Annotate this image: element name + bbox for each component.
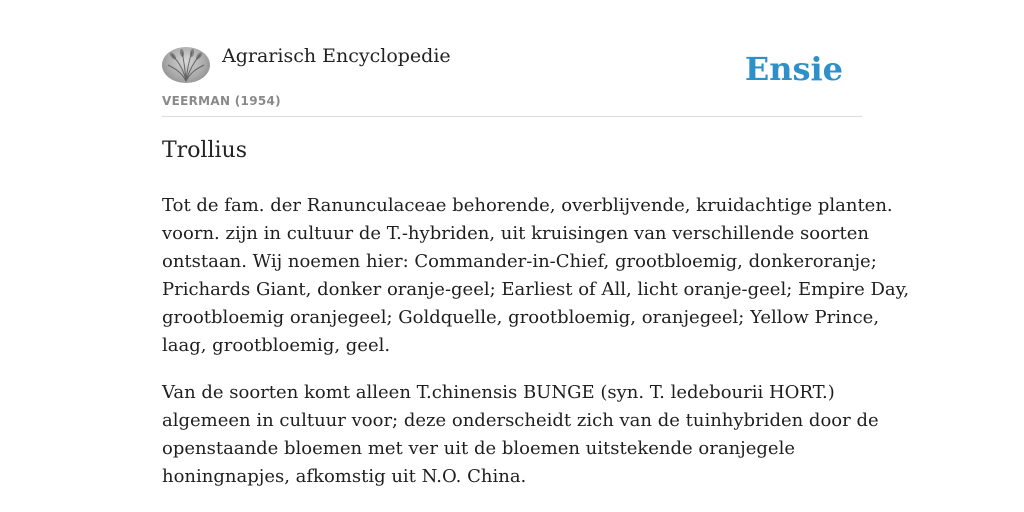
text-line: grootbloemig oranjegeel; Goldquelle, grootbloemig, oranjegeel; Yellow Prince, <box>162 307 880 328</box>
encyclopedia-name[interactable]: Agrarisch Encyclopedie <box>222 45 451 67</box>
source-label: VEERMAN (1954) <box>162 94 281 108</box>
text-line: laag, grootbloemig, geel. <box>162 335 391 356</box>
text-line: honingnapjes, afkomstig uit N.O. China. <box>162 466 527 487</box>
wheat-sheaf-icon[interactable] <box>162 47 210 83</box>
article-page <box>162 0 910 487</box>
article-title: Trollius <box>162 138 248 163</box>
text-line: ontstaan. Wij noemen hier: Commander-in-Chief, grootbloemig, donkeroranje; <box>162 251 877 272</box>
text-line: voorn. zijn in cultuur de T.-hybriden, uit kruisingen van verschillende soorten <box>162 223 869 244</box>
article-paragraph-1 <box>162 192 910 360</box>
text-line: algemeen in cultuur voor; deze onderscheidt zich van de tuinhybriden door de <box>162 410 879 431</box>
text-line: Prichards Giant, donker oranje-geel; Earliest of All, licht oranje-geel; Empire Day, <box>162 279 910 300</box>
text-line: openstaande bloemen met ver uit de bloemen uitstekende oranjegele <box>162 438 795 459</box>
brand-logo[interactable]: Ensie <box>744 50 843 88</box>
page-header <box>162 0 862 117</box>
text-line: Tot de fam. der Ranunculaceae behorende, overblijvende, kruidachtige planten. <box>162 195 893 216</box>
text-line: Van de soorten komt alleen T.chinensis BUNGE (syn. T. ledebourii HORT.) <box>162 382 835 403</box>
article-paragraph-2 <box>162 379 879 491</box>
